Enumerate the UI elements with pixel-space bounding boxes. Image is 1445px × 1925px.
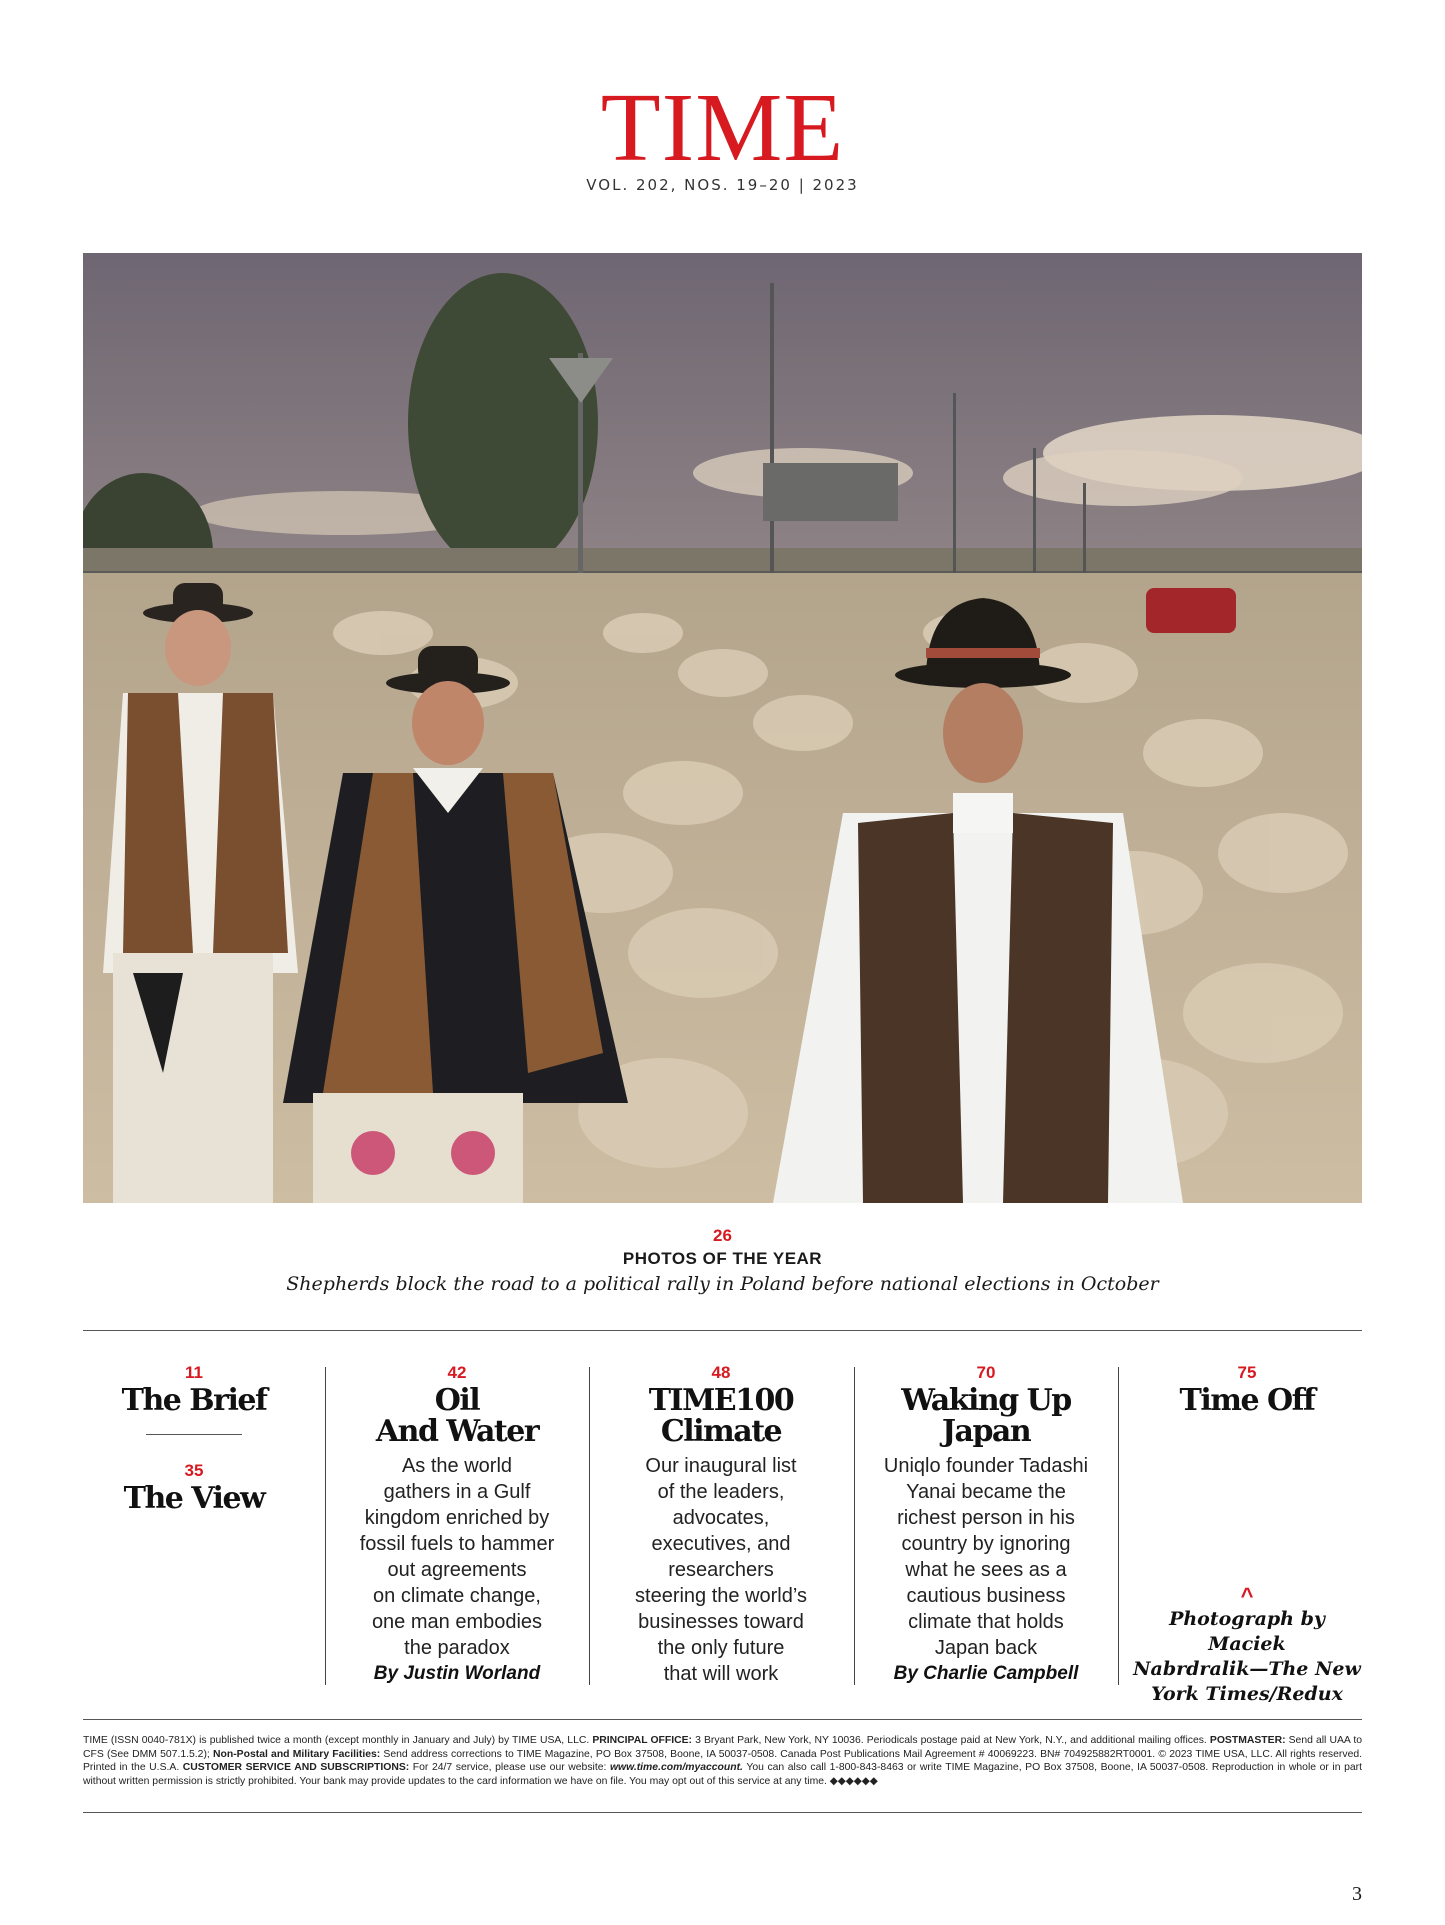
toc-title-oil-and-water[interactable]: Oil And Water [375, 1383, 539, 1449]
toc-page-number: 70 [976, 1363, 996, 1382]
toc-page-number: 75 [1237, 1363, 1257, 1382]
legal-notice: TIME (ISSN 0040-781X) is published twice a month (except monthly in January and July) by TIME USA, LLC. PRINCIPAL OFFICE: 3 Bryant Park, New York, NY 10036. Periodicals postage paid at New York, N.Y., and additional mailing offices. POSTMASTER: Send all UAA to CFS (See DMM 507.1.5.2); Non-Postal and Military Facilities: Send address corrections to TIME Magazine, PO Box 37508, Boone, IA 50037-0508. Canada Post Publications Mail Agreement # 40069223. BN# 704925882RT0001. © 2023 TIME USA, LLC. All rights reserved. Printed in the U.S.A. CUSTOMER SERVICE AND SUBSCRIPTIONS: For 24/7 service, please use our website: www.time.com/myaccount. You can also call 1-800-843-8463 or write TIME Magazine, PO Box 37508, Boone, IA 50037-0508. Reproduction in whole or in part without written permission is strictly prohibited. Your bank may provide updates to the card information we have on file. You may opt out of this service at any time. ◆◆◆◆◆◆ [83, 1735, 1363, 1787]
toc-byline: By Charlie Campbell [893, 1663, 1079, 1684]
feature-page-number: 26 [713, 1226, 732, 1245]
feature-photo [83, 253, 1362, 1203]
column-divider [1118, 1367, 1119, 1685]
toc-page-number: 42 [447, 1363, 467, 1382]
toc-column-oil-and-water [339, 1363, 575, 1685]
feature-section-title[interactable]: PHOTOS OF THE YEAR [622, 1249, 823, 1268]
caret-up-icon: ^ [1240, 1583, 1254, 1608]
toc-column-waking-up-japan [868, 1363, 1104, 1685]
toc-title-time100-climate[interactable]: TIME100 Climate [648, 1383, 794, 1449]
column-divider [854, 1367, 855, 1685]
column-divider [589, 1367, 590, 1685]
photo-credit [1132, 1585, 1362, 1707]
toc-description: As the world gathers in a Gulf kingdom enriched by fossil fuels to hammer out agreements on climate change, one man embodies the paradox [359, 1455, 555, 1659]
account-link[interactable]: www.time.com/myaccount. [609, 1762, 743, 1774]
toc-column-time100-climate [603, 1363, 839, 1687]
toc-title-the-view[interactable]: The View [123, 1481, 265, 1516]
toc-title-the-brief[interactable]: The Brief [121, 1383, 267, 1418]
toc-column-time-off [1132, 1363, 1362, 1416]
issue-volume: VOL. 202, NOS. 19–20 | 2023 [586, 176, 859, 194]
toc-byline: By Justin Worland [373, 1663, 541, 1684]
toc-page-number: 48 [711, 1363, 731, 1382]
shepherds-photo-illustration [83, 253, 1362, 1203]
divider [83, 1719, 1362, 1720]
toc-page-number: 11 [185, 1363, 203, 1382]
column-divider [325, 1367, 326, 1685]
toc-description: Uniqlo founder Tadashi Yanai became the richest person in his country by ignoring what he sees as a cautious business climate that holds Japan back [883, 1455, 1089, 1659]
photo-credit-text: Photograph by Maciek Nabrdralik—The New York Times/Redux [1133, 1608, 1361, 1705]
page-number: 3 [1352, 1883, 1362, 1905]
short-divider [146, 1434, 242, 1435]
toc-title-time-off[interactable]: Time Off [1179, 1383, 1315, 1418]
toc-column-brief-view [83, 1363, 305, 1514]
divider [83, 1330, 1362, 1331]
feature-caption: Shepherds block the road to a political rally in Poland before national elections in October [286, 1273, 1159, 1295]
toc-description: Our inaugural list of the leaders, advocates, executives, and researchers steering the world’s businesses toward the only future that will work [635, 1455, 807, 1685]
divider [83, 1812, 1362, 1813]
toc-title-waking-up-japan[interactable]: Waking Up Japan [901, 1383, 1071, 1449]
toc-page-number: 35 [184, 1461, 204, 1480]
time-logo: TIME [600, 74, 845, 182]
